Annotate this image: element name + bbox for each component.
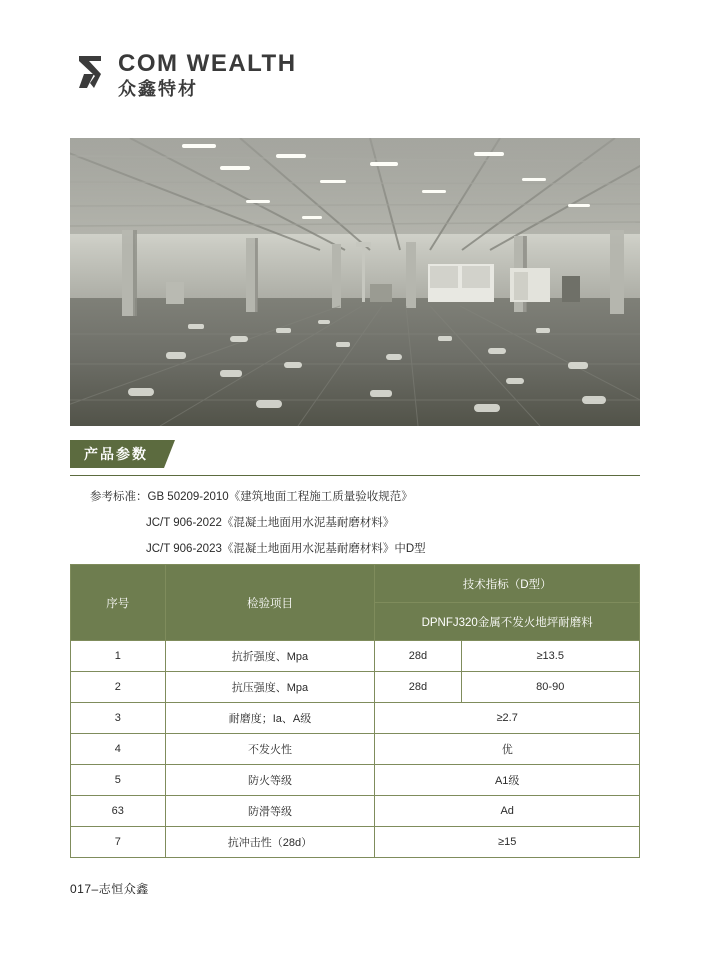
standard-line-1: 参考标准：GB 50209-2010《建筑地面工程施工质量验收规范》 (90, 491, 413, 503)
header-spec-group: 技术指标（D型） (375, 565, 640, 603)
table-row (71, 703, 640, 734)
section-title: 产品参数 (70, 440, 164, 468)
table-row (71, 734, 640, 765)
cell-no: 4 (71, 734, 166, 765)
table-row (71, 796, 640, 827)
document-code: 017–志恒众鑫 (70, 882, 149, 896)
table-row (71, 765, 640, 796)
brand-text (118, 50, 297, 99)
section-header (70, 440, 640, 476)
cell-value: Ad (375, 796, 640, 827)
cell-value: ≥13.5 (461, 641, 640, 672)
header-spec-sub: DPNFJ320金属不发火地坪耐磨料 (375, 603, 640, 641)
cell-item: 防火等级 (165, 765, 375, 796)
spec-table-body (71, 641, 640, 858)
cell-item: 抗压强度、Mpa (165, 672, 375, 703)
cell-no: 2 (71, 672, 166, 703)
hero-photo (70, 138, 640, 426)
cell-no: 7 (71, 827, 166, 858)
cell-no: 1 (71, 641, 166, 672)
standard-line-3: JC/T 906-2023《混凝土地面用水泥基耐磨材料》中D型 (146, 543, 426, 555)
section-divider (70, 475, 640, 476)
cell-value: 80-90 (461, 672, 640, 703)
cell-item: 防滑等级 (165, 796, 375, 827)
cell-value: ≥2.7 (375, 703, 640, 734)
brand-name-en: COM WEALTH (118, 50, 297, 77)
cell-item: 耐磨度；Ia、A级 (165, 703, 375, 734)
cell-item: 抗冲击性（28d） (165, 827, 375, 858)
cell-value: ≥15 (375, 827, 640, 858)
cell-item: 不发火性 (165, 734, 375, 765)
table-row (71, 641, 640, 672)
brand-name-cn: 众鑫特材 (118, 79, 198, 99)
table-header-row (71, 565, 640, 603)
spec-table (70, 564, 640, 858)
cell-age: 28d (375, 641, 461, 672)
standard-line-2: JC/T 906-2022《混凝土地面用水泥基耐磨材料》 (146, 517, 395, 529)
cell-no: 3 (71, 703, 166, 734)
spec-table-head (71, 565, 640, 641)
reference-standards (90, 484, 630, 562)
header-item: 检验项目 (165, 565, 375, 641)
bolt-z-icon (70, 50, 112, 94)
header-no: 序号 (71, 565, 166, 641)
brand-logo (70, 50, 297, 99)
cell-value: 优 (375, 734, 640, 765)
table-row (71, 827, 640, 858)
cell-no: 63 (71, 796, 166, 827)
cell-no: 5 (71, 765, 166, 796)
spec-table-wrap (70, 564, 640, 858)
cell-item: 抗折强度、Mpa (165, 641, 375, 672)
cell-value: A1级 (375, 765, 640, 796)
cell-age: 28d (375, 672, 461, 703)
table-row (71, 672, 640, 703)
